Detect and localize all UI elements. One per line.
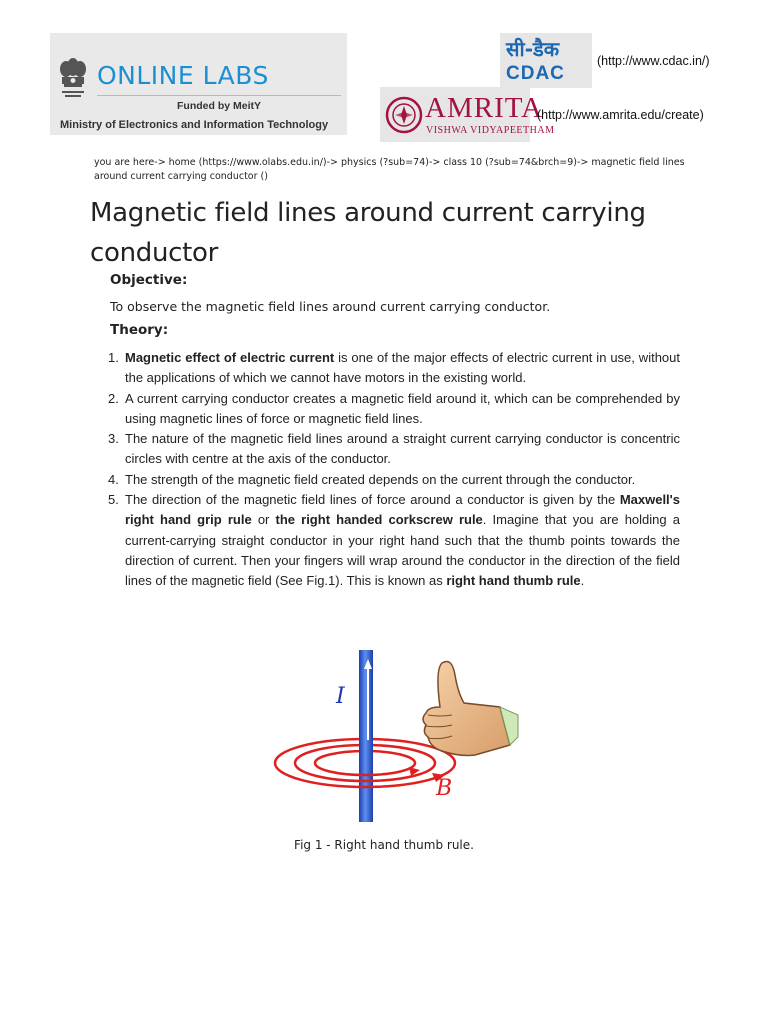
bold-term: Magnetic effect of electric current [125, 350, 335, 365]
olabs-divider [97, 95, 341, 96]
list-item-number: 3. [108, 431, 119, 447]
list-item [108, 389, 680, 430]
bold-term: the right handed corkscrew rule [275, 512, 483, 528]
page-title: Magnetic field lines around current carrying conductor [90, 198, 646, 268]
cdac-hindi-text: सी-डैक [506, 37, 560, 61]
right-hand-thumb-rule-figure [270, 645, 520, 825]
objective-text: To observe the magnetic field lines around current carrying conductor. [110, 299, 551, 314]
amrita-subtitle-text: VISHWA VIDYAPEETHAM [426, 125, 555, 136]
thumb-hand-icon [423, 662, 518, 756]
list-item-number: 1. [108, 350, 119, 365]
bold-term: Maxwell's right hand grip rule [125, 492, 680, 528]
amrita-seal-icon [385, 96, 423, 134]
figure-caption: Fig 1 - Right hand thumb rule. [294, 838, 474, 852]
list-item-text: A current carrying conductor creates a magnetic field around it, which can be comprehended by using magnetic lines of force or magnetic field lines. [125, 390, 680, 426]
bold-term: right hand thumb rule [446, 573, 581, 589]
amrita-name-text: AMRITA [425, 92, 544, 124]
amrita-logo[interactable] [380, 87, 555, 142]
list-item-text: or [251, 512, 276, 528]
amrita-url-link[interactable]: (http://www.amrita.edu/create) [537, 108, 704, 122]
breadcrumb[interactable]: you are here-> home (https://www.olabs.edu.in/)-> physics (?sub=74)-> class 10 (?sub=74&brch=9)-> magnetic field lines around current carrying conductor () [94, 157, 685, 182]
list-item-text: . [580, 573, 585, 589]
list-item [108, 470, 680, 490]
list-item-text: The direction of the magnetic field lines of force around a conductor is given by the [125, 492, 620, 508]
olabs-funded-text: Funded by MeitY [177, 100, 261, 112]
list-item-number: 5. [108, 492, 119, 508]
olabs-logo-banner[interactable] [50, 33, 347, 135]
conductor-wire [359, 650, 373, 822]
list-item-text: is one of the major effects of electric current in use, without the applications of which we cannot have motors in the existing world. [125, 350, 680, 386]
list-item-text: . Imagine that you are holding a current-carrying straight conductor in your right hand such that the thumb points towards the direction of current. Then your fingers will wrap around the conductor in the direction of the field lines of the magnetic field (See Fig.1). This is known as [125, 512, 680, 589]
current-label: I [336, 684, 345, 709]
cdac-name-text: CDAC [506, 63, 565, 84]
olabs-ministry-text: Ministry of Electronics and Information Technology [60, 119, 329, 131]
national-emblem-icon [58, 57, 88, 109]
cdac-logo[interactable] [500, 33, 592, 88]
list-item-number: 4. [108, 471, 119, 487]
theory-heading: Theory: [110, 322, 169, 338]
cdac-url-link[interactable]: (http://www.cdac.in/) [597, 54, 710, 68]
list-item [108, 429, 680, 470]
olabs-title: ONLINE LABS [97, 61, 269, 90]
objective-heading: Objective: [110, 272, 188, 288]
list-item-text: The strength of the magnetic field created depends on the current through the conductor. [125, 471, 636, 487]
theory-list [108, 348, 680, 592]
list-item [108, 348, 680, 389]
list-item-number: 2. [108, 390, 119, 406]
list-item [108, 490, 680, 591]
field-label: B [436, 776, 453, 801]
list-item-text: The nature of the magnetic field lines around a straight current carrying conductor is concentric circles with centre at the axis of the conductor. [125, 431, 680, 467]
